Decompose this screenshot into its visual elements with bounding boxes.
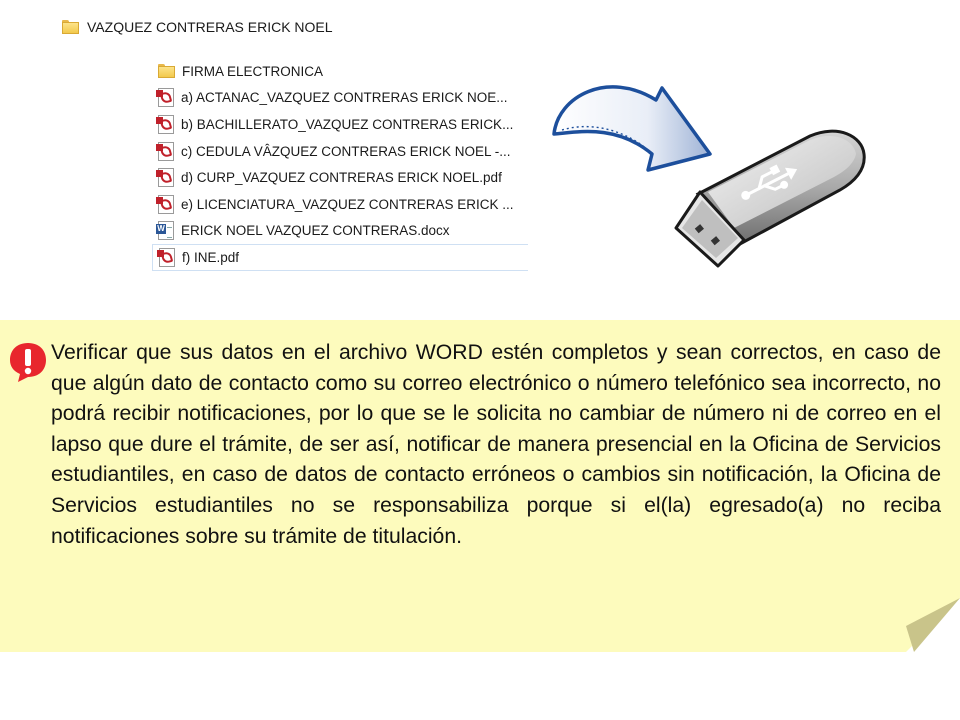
file-list xyxy=(152,58,528,271)
pdf-icon xyxy=(158,168,174,187)
file-label: a) ACTANAC_VAZQUEZ CONTRERAS ERICK NOE... xyxy=(181,90,508,106)
exclamation-alert-icon xyxy=(6,340,50,384)
folder-icon xyxy=(62,20,79,34)
notice-text: Verificar que sus datos en el archivo WORD estén completos y sean correctos, en caso de que algún dato de contacto como su correo electrónico o número telefónico sea incorrecto, no podrá recibir notificaciones, por lo que se le solicita no cambiar de número ni de correo en el lapso que dure el trámite, de ser así, notificar de manera presencial en la Oficina de Servicios estudiantiles, en caso de datos de contacto erróneos o cambios sin notificación, la Oficina de Servicios estudiantiles no se responsabiliza porque si el(la) egresado(a) no reciba notificaciones sobre su trámite de titulación. xyxy=(51,341,941,548)
file-label: e) LICENCIATURA_VAZQUEZ CONTRERAS ERICK ... xyxy=(181,196,514,212)
word-icon xyxy=(158,221,174,240)
file-label: f) INE.pdf xyxy=(182,249,240,265)
pdf-icon xyxy=(158,142,174,161)
file-item-actanac[interactable] xyxy=(152,85,528,112)
page-curl-decoration xyxy=(906,598,960,652)
file-label: b) BACHILLERATO_VAZQUEZ CONTRERAS ERICK... xyxy=(181,116,514,132)
pdf-icon xyxy=(158,195,174,214)
pdf-icon xyxy=(159,248,175,267)
file-item-curp[interactable] xyxy=(152,164,528,191)
file-label: d) CURP_VAZQUEZ CONTRERAS ERICK NOEL.pdf xyxy=(181,170,502,186)
file-item-cedula[interactable] xyxy=(152,138,528,165)
file-item-ine[interactable] xyxy=(152,244,528,271)
root-folder-label: VAZQUEZ CONTRERAS ERICK NOEL xyxy=(87,19,333,35)
file-label: c) CEDULA VÂZQUEZ CONTRERAS ERICK NOEL -... xyxy=(181,143,511,159)
folder-icon xyxy=(158,64,175,78)
folder-item-firma-electronica[interactable] xyxy=(152,58,528,85)
root-folder[interactable] xyxy=(62,16,333,38)
file-item-bachillerato[interactable] xyxy=(152,111,528,138)
usb-illustration xyxy=(548,66,878,276)
file-item-word-docx[interactable] xyxy=(152,218,528,245)
pdf-icon xyxy=(158,88,174,107)
file-item-licenciatura[interactable] xyxy=(152,191,528,218)
file-label: ERICK NOEL VAZQUEZ CONTRERAS.docx xyxy=(181,223,450,239)
curved-arrow-icon xyxy=(554,87,710,170)
file-label: FIRMA ELECTRONICA xyxy=(182,63,324,79)
pdf-icon xyxy=(158,115,174,134)
